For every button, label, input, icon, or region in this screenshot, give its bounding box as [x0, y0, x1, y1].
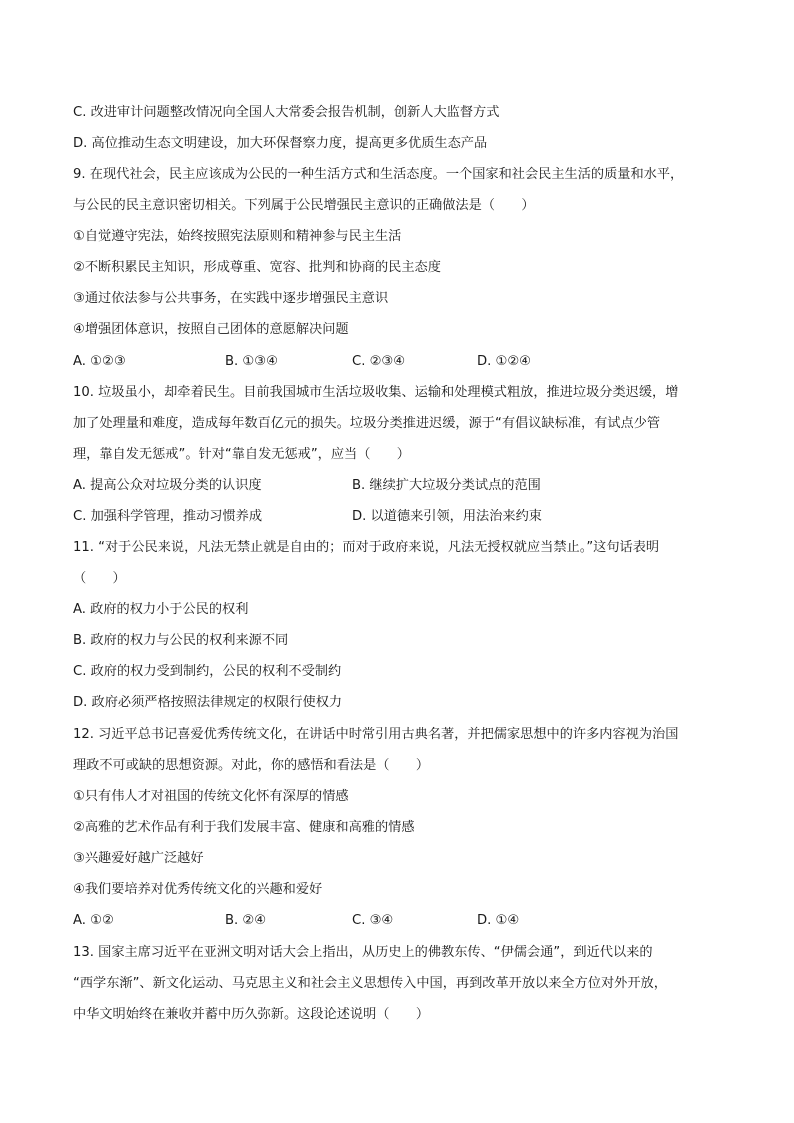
q11-option-a: A. 政府的权力小于公民的权利	[73, 602, 249, 617]
q11-option-d: D. 政府必须严格按照法律规定的权限行使权力	[73, 695, 343, 710]
q9-statement-1: ①自觉遵守宪法，始终按照宪法原则和精神参与民主生活	[73, 229, 402, 244]
q9-option-c: C. ②③④	[352, 354, 406, 369]
q9-option-b: B. ①③④	[225, 354, 278, 369]
q10-stem-line3: 理，靠自发无惩戒”。针对“靠自发无惩戒”，应当（ ）	[73, 447, 410, 462]
q11-option-c: C. 政府的权力受到制约，公民的权利不受制约	[73, 664, 342, 679]
q12-stem-line1: 12. 习近平总书记喜爱优秀传统文化，在讲话中时常引用古典名著，并把儒家思想中的许多内容视为治国	[73, 727, 679, 742]
q10-stem-line1: 10. 垃圾虽小，却牵着民生。目前我国城市生活垃圾收集、运输和处理模式粗放，推进垃圾分类迟缓，增	[73, 385, 679, 400]
q10-option-b: B. 继续扩大垃圾分类试点的范围	[352, 478, 541, 493]
q9-stem-line1: 9. 在现代社会，民主应该成为公民的一种生活方式和生活态度。一个国家和社会民主生活的质量和水平，	[73, 167, 684, 182]
q9-stem-line2: 与公民的民主意识密切相关。下列属于公民增强民主意识的正确做法是（ ）	[73, 198, 535, 213]
q10-option-c: C. 加强科学管理，推动习惯养成	[73, 509, 263, 524]
q13-stem-line2: “西学东渐”、新文化运动、马克思主义和社会主义思想传入中国，再到改革开放以来全方位对外开放，	[73, 976, 667, 991]
q8-option-d: D. 高位推动生态文明建设，加大环保督察力度，提高更多优质生态产品	[73, 136, 488, 151]
q12-option-d: D. ①④	[477, 913, 520, 928]
q11-stem-line2: （ ）	[73, 571, 126, 586]
q11-stem-line1: 11. “对于公民来说，凡法无禁止就是自由的；而对于政府来说，凡法无授权就应当禁止。”这句话表明	[73, 540, 660, 555]
q13-stem-line1: 13. 国家主席习近平在亚洲文明对话大会上指出，从历史上的佛教东传、“伊儒会通”，到近代以来的	[73, 945, 653, 960]
q8-option-c: C. 改进审计问题整改情况向全国人大常委会报告机制，创新人大监督方式	[73, 105, 500, 120]
q11-option-b: B. 政府的权力与公民的权利来源不同	[73, 633, 289, 648]
q12-stem-line2: 理政不可或缺的思想资源。对此，你的感悟和看法是（ ）	[73, 758, 430, 773]
q10-stem-line2: 加了处理量和难度，造成每年数百亿元的损失。垃圾分类推进迟缓，源于“有倡议缺标准，有试点少管	[73, 416, 661, 431]
q10-option-a: A. 提高公众对垃圾分类的认识度	[73, 478, 262, 493]
q12-option-b: B. ②④	[225, 913, 267, 928]
q12-option-c: C. ③④	[352, 913, 394, 928]
q9-option-d: D. ①②④	[477, 354, 532, 369]
q13-stem-line3: 中华文明始终在兼收并蓄中历久弥新。这段论述说明（ ）	[73, 1007, 430, 1022]
q9-statement-3: ③通过依法参与公共事务，在实践中逐步增强民主意识	[73, 291, 389, 306]
q10-option-d: D. 以道德来引领，用法治来约束	[352, 509, 542, 524]
q12-statement-4: ④我们要培养对优秀传统文化的兴趣和爱好	[73, 882, 323, 897]
q12-option-a: A. ①②	[73, 913, 114, 928]
q12-statement-3: ③兴趣爱好越广泛越好	[73, 851, 204, 866]
q9-statement-2: ②不断积累民主知识，形成尊重、宽容、批判和协商的民主态度	[73, 260, 441, 275]
q9-option-a: A. ①②③	[73, 354, 126, 369]
q9-statement-4: ④增强团体意识，按照自己团体的意愿解决问题	[73, 322, 349, 337]
q12-statement-1: ①只有伟人才对祖国的传统文化怀有深厚的情感	[73, 789, 349, 804]
q12-statement-2: ②高雅的艺术作品有利于我们发展丰富、健康和高雅的情感	[73, 820, 415, 835]
